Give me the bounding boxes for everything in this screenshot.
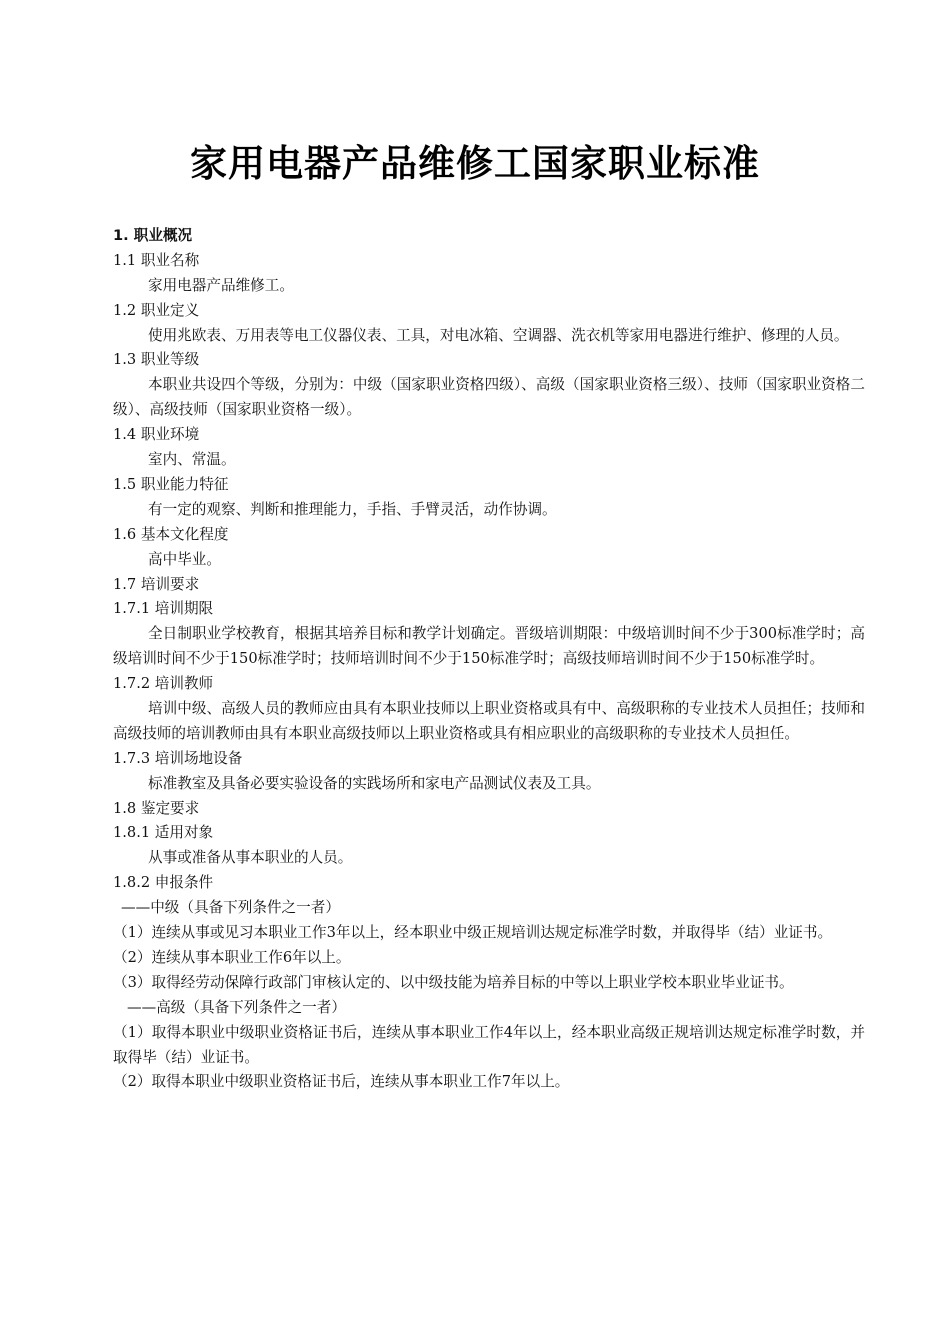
subsection-heading: 1.5 职业能力特征: [113, 475, 229, 493]
level-heading: ——高级（具备下列条件之一者）: [127, 998, 346, 1016]
paragraph: 培训中级、高级人员的教师应由具有本职业技师以上职业资格或具有中、高级职称的专业技术人员担任；技师和高级技师的培训教师由具有本职业高级技师以上职业资格或具有相应职业的高级职称的专业技术人员担任。: [113, 700, 865, 742]
list-item: （1）连续从事或见习本职业工作3年以上，经本职业中级正规培训达规定标准学时数，并取得毕（结）业证书。: [113, 924, 833, 942]
subsection-heading: 1.8.2 申报条件: [113, 874, 214, 892]
list-item: （3）取得经劳动保障行政部门审核认定的、以中级技能为培养目标的中等以上职业学校本职业毕业证书。: [113, 973, 794, 991]
subsection-heading: 1.4 职业环境: [113, 426, 200, 444]
paragraph: 高中毕业。: [148, 550, 221, 568]
document-title: 家用电器产品维修工国家职业标准: [190, 142, 760, 185]
subsection-heading: 1.8 鉴定要求: [113, 799, 200, 817]
subsection-heading: 1.7.1 培训期限: [113, 600, 214, 618]
section-heading: 1. 职业概况: [113, 227, 193, 244]
paragraph: 室内、常温。: [148, 451, 236, 469]
subsection-heading: 1.6 基本文化程度: [113, 525, 229, 543]
subsection-heading: 1.8.1 适用对象: [113, 824, 214, 842]
list-item: （2）取得本职业中级职业资格证书后，连续从事本职业工作7年以上。: [113, 1073, 570, 1091]
paragraph: 有一定的观察、判断和推理能力，手指、手臂灵活，动作协调。: [148, 500, 557, 518]
paragraph: 本职业共设四个等级，分别为：中级（国家职业资格四级）、高级（国家职业资格三级）、技师（国家职业资格二级）、高级技师（国家职业资格一级）。: [113, 376, 865, 419]
subsection-heading: 1.7 培训要求: [113, 575, 200, 593]
level-heading: ——中级（具备下列条件之一者）: [121, 899, 340, 917]
list-item: （1）取得本职业中级职业资格证书后，连续从事本职业工作4年以上，经本职业高级正规培训达规定标准学时数，并取得毕（结）业证书。: [113, 1023, 865, 1066]
paragraph: 使用兆欧表、万用表等电工仪器仪表、工具，对电冰箱、空调器、洗衣机等家用电器进行维护、修理的人员。: [148, 326, 849, 344]
list-item: （2）连续从事本职业工作6年以上。: [113, 948, 351, 966]
subsection-heading: 1.7.2 培训教师: [113, 675, 214, 693]
subsection-heading: 1.2 职业定义: [113, 301, 200, 319]
paragraph: 家用电器产品维修工。: [148, 276, 294, 294]
paragraph: 从事或准备从事本职业的人员。: [148, 849, 353, 867]
subsection-heading: 1.7.3 培训场地设备: [113, 749, 243, 767]
subsection-heading: 1.3 职业等级: [113, 351, 200, 369]
document-body: [113, 224, 865, 1095]
paragraph: 标准教室及具备必要实验设备的实践场所和家电产品测试仪表及工具。: [148, 774, 601, 792]
subsection-heading: 1.1 职业名称: [113, 251, 200, 269]
paragraph: 全日制职业学校教育，根据其培养目标和教学计划确定。晋级培训期限：中级培训时间不少于300标准学时；高级培训时间不少于150标准学时；技师培训时间不少于150标准学时；高级技师培训时间不少于150标准学时。: [113, 625, 865, 668]
